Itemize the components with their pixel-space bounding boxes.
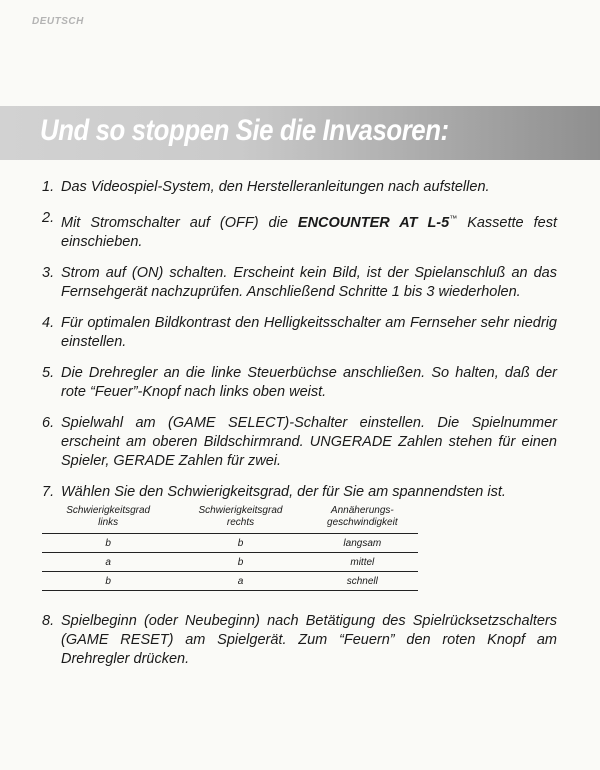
step-text: Strom auf (ON) schalten. Erscheint kein Bild, ist der Spielanschluß an das Fernsehgerät nachzuprüfen. Anschließend Schritte 1 bis 3 wiederholen. xyxy=(61,264,557,300)
step-number: 3. xyxy=(42,264,55,281)
instruction-list xyxy=(42,178,557,514)
step-3 xyxy=(42,264,557,302)
step-text: Das Videospiel-System, den Herstelleranleitungen nach aufstellen. xyxy=(61,179,490,195)
step-4 xyxy=(42,314,557,352)
table-cell: b xyxy=(42,572,174,591)
step-number: 6. xyxy=(42,414,55,431)
step-text-after: Kassette fest einschieben. xyxy=(61,214,557,250)
table-cell: langsam xyxy=(307,534,418,553)
step-text: Für optimalen Bildkontrast den Helligkeitsschalter am Fernseher sehr niedrig einstellen. xyxy=(61,314,557,350)
table-cell: b xyxy=(174,534,306,553)
product-name: ENCOUNTER AT L-5 xyxy=(297,214,450,231)
step-number: 8. xyxy=(42,613,55,629)
step-1 xyxy=(42,178,557,197)
step-7 xyxy=(42,483,557,502)
table-header-row xyxy=(42,505,418,534)
header-line: Annäherungs- xyxy=(330,505,394,516)
step-2 xyxy=(42,209,557,252)
header-line: Schwierigkeitsgrad xyxy=(198,505,283,516)
language-label: DEUTSCH xyxy=(32,16,84,27)
step-number: 5. xyxy=(42,364,55,381)
page-title: Und so stoppen Sie die Invasoren: xyxy=(40,114,449,147)
step-text: Wählen Sie den Schwierigkeitsgrad, der für Sie am spannendsten ist. xyxy=(61,483,506,500)
table-row xyxy=(42,553,418,572)
column-header-left-difficulty xyxy=(42,505,174,534)
step-text: Spielwahl am (GAME SELECT)-Schalter einstellen. Die Spielnummer erscheint am oberen Bildschirmrand. UNGERADE Zahlen stehen für einen Spieler, GERADE Zahlen für zwei. xyxy=(61,414,557,469)
table-row xyxy=(42,534,418,553)
step-number: 1. xyxy=(42,179,55,195)
step-text: Spielbeginn (oder Neubeginn) nach Betätigung des Spielrücksetzschalters (GAME RESET) am Spielgerät. Zum “Feuern” den roten Knopf am Drehregler drücken. xyxy=(61,613,557,667)
step-5 xyxy=(42,364,557,402)
table-cell: b xyxy=(42,534,174,553)
header-line: rechts xyxy=(226,517,255,528)
instruction-list-continued xyxy=(42,612,557,681)
column-header-approach-speed xyxy=(307,505,418,534)
step-number: 4. xyxy=(42,314,55,331)
column-header-right-difficulty xyxy=(174,505,306,534)
difficulty-table xyxy=(42,505,418,591)
step-text-before: Mit Stromschalter auf (OFF) die xyxy=(61,214,298,231)
step-8 xyxy=(42,612,557,669)
step-6 xyxy=(42,414,557,471)
table-cell: b xyxy=(174,553,306,572)
table-cell: a xyxy=(174,572,306,591)
table-cell: mittel xyxy=(307,553,418,572)
header-line: links xyxy=(98,517,119,528)
step-text: Die Drehregler an die linke Steuerbüchse anschließen. So halten, daß der rote “Feuer”-Knopf nach links oben weist. xyxy=(61,364,557,400)
table-cell: a xyxy=(42,553,174,572)
header-line: geschwindigkeit xyxy=(327,517,398,528)
header-line: Schwierigkeitsgrad xyxy=(66,505,151,516)
table-cell: schnell xyxy=(307,572,418,591)
trademark-symbol: ™ xyxy=(449,214,458,223)
step-number: 7. xyxy=(42,483,55,500)
table-row xyxy=(42,572,418,591)
step-number: 2. xyxy=(42,210,55,226)
